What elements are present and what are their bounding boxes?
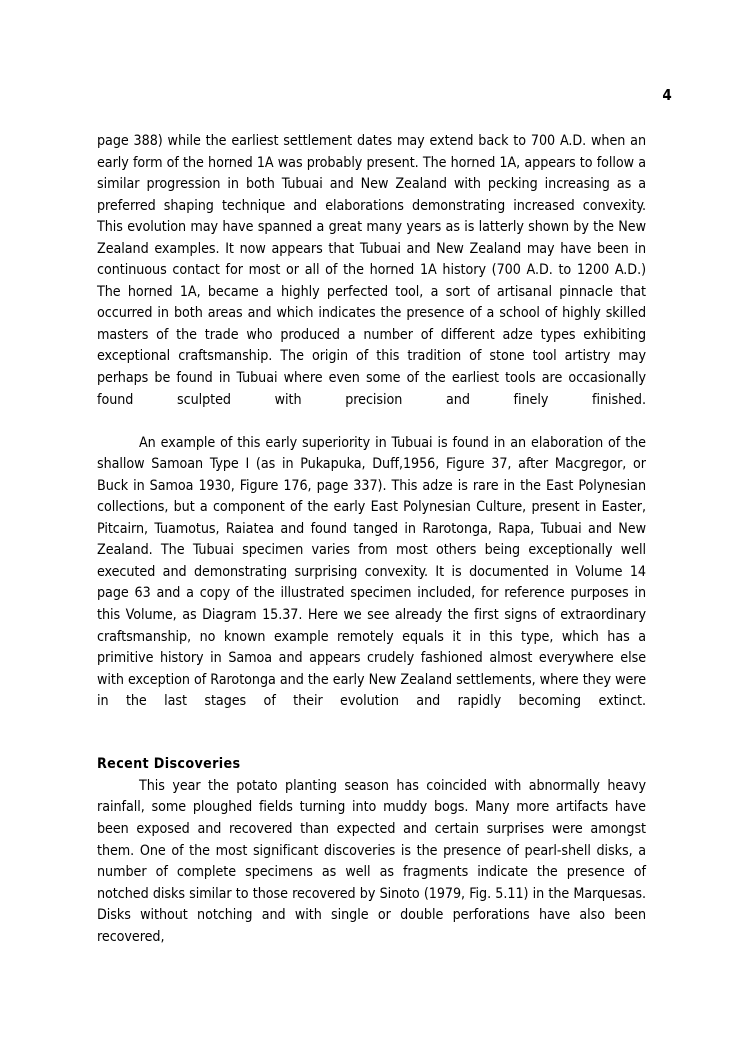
page-content-column	[97, 131, 646, 970]
page-number: 4	[662, 86, 672, 104]
body-paragraph: page 388) while the earliest settlement dates may extend back to 700 A.D. when an early form of the horned 1A was probably present. The horned 1A, appears to follow a similar progression in both Tubuai and New Zealand with pecking increasing as a preferred shaping technique and elaborations demonstrating increased convexity. This evolution may have spanned a great many years as is latterly shown by the New Zealand examples. It now appears that Tubuai and New Zealand may have been in continuous contact for most or all of the horned 1A history (700 A.D. to 1200 A.D.) The horned 1A, became a highly perfected tool, a sort of artisanal pinnacle that occurred in both areas and which indicates the presence of a school of highly skilled masters of the trade who produced a number of different adze types exhibiting exceptional craftsmanship. The origin of this tradition of stone tool artistry may perhaps be found in Tubuai where even some of the earliest tools are occasionally found sculpted with precision and finely finished.	[97, 133, 646, 408]
body-paragraph: An example of this early superiority in Tubuai is found in an elaboration of the shallow Samoan Type I (as in Pukapuka, Duff,1956, Figure 37, after Macgregor, or Buck in Samoa 1930, Figure 176, page 337). This adze is rare in the East Polynesian collections, but a component of the early East Polynesian Culture, present in Easter, Pitcairn, Tuamotus, Raiatea and found tanged in Rarotonga, Rapa, Tubuai and New Zealand. The Tubuai specimen varies from most others being exceptionally well executed and demonstrating surprising convexity. It is documented in Volume 14 page 63 and a copy of the illustrated specimen included, for reference purposes in this Volume, as Diagram 15.37. Here we see already the first signs of extraordinary craftsmanship, no known example remotely equals it in this type, which has a primitive history in Samoa and appears crudely fashioned almost everywhere else with exception of Rarotonga and the early New Zealand settlements, where they were in the last stages of their evolution and rapidly becoming extinct.	[97, 434, 646, 710]
section-heading-recent-discoveries: Recent Discoveries	[97, 756, 241, 773]
body-paragraph: This year the potato planting season has coincided with abnormally heavy rainfall, some ploughed fields turning into muddy bogs. Many more artifacts have been exposed and recovered than expected and certain surprises were amongst them. One of the most significant discoveries is the presence of pearl-shell disks, a number of complete specimens as well as fragments indicate the presence of notched disks similar to those recovered by Sinoto (1979, Fig. 5.11) in the Marquesas. Disks without notching and with single or double perforations have also been recovered,	[97, 777, 646, 945]
